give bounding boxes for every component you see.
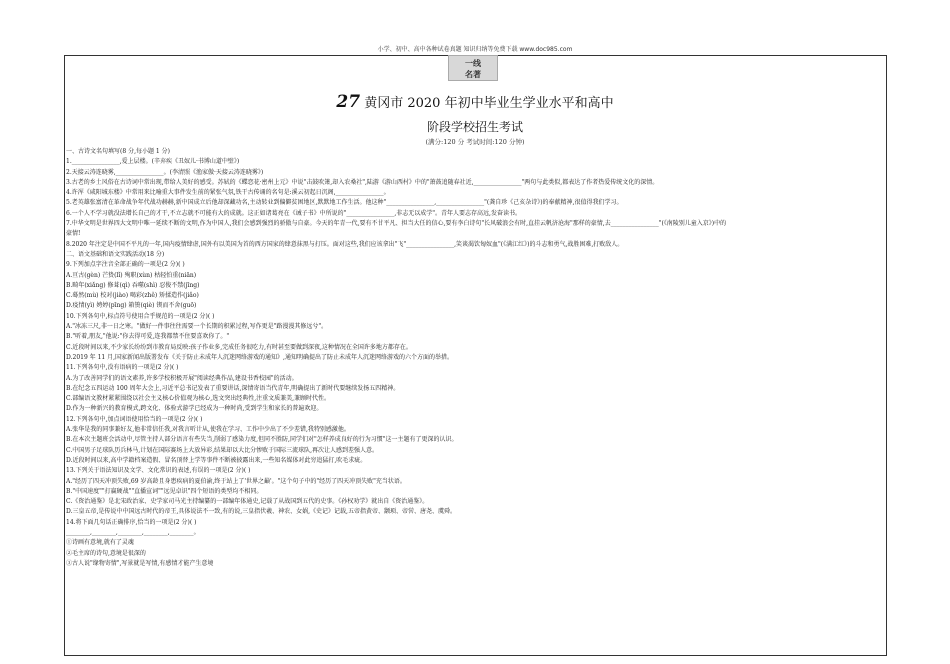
text-line: ③古人说"缘物寄情",写景就是写情,有感情才能产生意境 — [66, 559, 214, 567]
text-line: 11.下列各句中,没有语病的一项是(2 分)( ) — [66, 364, 179, 372]
exam-content — [66, 147, 884, 569]
logo-stamp: 一线 名著 — [448, 55, 498, 81]
text-line: 二、语文基础和语文实践活动(18 分) — [66, 250, 165, 258]
title-line-2: 阶段学校招生考试 — [426, 120, 523, 134]
text-line: D.三皇五帝,是传说中中国远古时代的帝王,具体说法不一致,有的说,三皇指伏羲、神农、女娲,《史记》记载,五帝指黄帝、颛顼、帝喾、唐尧、虞舜。 — [66, 508, 456, 516]
text-line: 13.下列关于语法知识及文学、文化常识的表述,有误的一项是(2 分)( ) — [66, 467, 251, 475]
text-line: B."中国速度""打赢硬战""直播宣词""远见卓识"四个短语的类型均不相同。 — [66, 487, 263, 495]
text-line: 豪情! — [66, 230, 81, 238]
text-line: C.蓦然(mù) 校对(jiào) 喝彩(zhě) 矫揉造作(jiǎo) — [66, 292, 199, 300]
text-line: ②毛主席的诗句,意境是很深的 — [66, 549, 146, 557]
text-line: A.亘古(gèn) 芒贽(lǐ) 殉职(xùn) 枯轻怕重(niān) — [66, 271, 197, 279]
title-line-1: 黄冈市 2020 年初中毕业生学业水平和高中 — [364, 96, 614, 111]
exam-meta: (满分:120 分 考试时间:120 分钟) — [425, 138, 525, 146]
text-line: C.《资治通鉴》是北宋政治家、史学家司马光主持编纂的一部编年体通史,记载了从战国到五代的史事。《孙权劝学》就出自《资治通鉴》。 — [66, 498, 429, 506]
text-line: 14.将下面几句话正确排序,恰当的一项是(2 分)( ) — [66, 518, 197, 526]
text-line: B."听着,朋友,"他说:"你去得可爱,连我都禁不住要喜欢你了。" — [66, 333, 230, 341]
text-line: A.为了改善同学们的语文素养,许多学校积极开展"阅读经典作品,建设书香校园"的活动。 — [66, 374, 298, 382]
text-line: 5.老英雄张富清在革命战争年代战功赫赫,新中国成立后他却深藏功名,主动转业到偏僻贫困地区,默默地工作生活。他这种"________________,________________"(龚自珍《己亥杂诗》)的奉献精神,很值得我们学习。 — [66, 199, 623, 207]
text-line: 7.中华文明是世界四大文明中唯一延续不断的文明,作为中国人,我们会感到强烈的骄傲与自豪。今天的年青一代,要有不甘平凡、担当大任的信心,要有李白诗句"长风破浪会有时,直挂云帆济沧海"那样的豪情,去________________"(《南陵别儿童入京》)中的 — [66, 220, 727, 228]
text-line: D.2019 年 11 月,国家新闻出版署发布《关于防止未成年人沉迷网络游戏的通知》,通知明确提出了防止未成年人沉迷网络游戏的六个方面的举措。 — [66, 353, 453, 361]
text-line: C.中国男子足球队历兵林马,计划在国际赛场上大放异彩,结果却以大比分惨败于国际三流球队,再次让人感到差强人意。 — [66, 446, 379, 454]
text-line: C.近段时间以来,不少家长纷纷到市教育局反映:孩子作业多,完成任务很吃力,有时甚至要做到深夜,这种情况在全国许多地方都存在。 — [66, 343, 412, 351]
text-line: 10.下列各句中,标点符号使用合乎规范的一项是(2 分)( ) — [66, 312, 215, 320]
bottom-rule — [64, 655, 886, 656]
text-line: C.部编语文教材紧紧围绕以社会主义核心价值观为核心,选文突出经典性,注重文质兼美,兼顾时代性。 — [66, 395, 331, 403]
text-line: 6.一个人不学习就没法增长自己的才干,不立志就不可能有大的成就。这正如诸葛亮在《诫子书》中所说的"________________,非志无以成学"。青年人要志存高远,发奋读书。 — [66, 209, 521, 217]
text-line: D.近段时间以来,高中学籍档案造假、冒名顶替上学等事件不断被披露出来,一些知名媒体对此穷追猛打,吹毛求疵。 — [66, 456, 367, 464]
text-line: B.在本次主题班会活动中,尽管主持人部分语言有些失当,削弱了感染力度,但同不胜防,同学们对"怎样养成良好的行为习惯"这一主题有了更深的认识。 — [66, 436, 458, 444]
text-line: A."经历了四天冲顶失败,69 岁高龄且身患疾病的夏伯渝,终于站上了'世界之巅'。"这个句子中的"经历了四天冲顶失败"充当状语。 — [66, 477, 406, 485]
question-number: 27 — [336, 92, 361, 112]
text-line: 一、古诗文名句填写(8 分,每小题 1 分) — [66, 148, 170, 155]
text-line: B.畸年(xiǎng) 修葺(qì) 吞噬(shì) 忍俊不禁(jīng) — [66, 281, 200, 289]
text-line: 12.下列各句中,加点词语使用恰当的一项是(2 分)( ) — [66, 415, 203, 423]
text-line: 4.许浑《咸阳城东楼》中常用来比喻重大事件发生前的紧张气氛,铁干古传诵的名句是:溪云初起日沉阁,________________。 — [66, 189, 390, 197]
text-line: ________,________,________,________,________。 — [66, 528, 200, 536]
text-line: D.作为一种新兴的教育模式,跨文化、体验式游学已经成为一种时尚,受到学生和家长的普遍欢迎。 — [66, 405, 323, 413]
text-line: 1.________________,爱上层楼。(辛弃疾《丑奴儿·书博山道中壁》) — [66, 158, 240, 166]
text-line: A."冰冻三尺,非一日之寒。"做好一件事往往需要一个长期的积累过程,写作更是"路漫漫其修远兮"。 — [66, 323, 328, 331]
text-line: D.疫情(yì) 娉婷(pīng) 箱篑(qiè) 锲而不舍(guō) — [66, 302, 197, 310]
text-line: 3.古老的乡土风俗在古诗词中常出现,带给人美好的感受。苏轼的《蝶恋花·密州上元》中说"击鼓吹箫,却入农桑社",陆游《游山西村》中的"箫鼓追随春社近,________________"两句与此类似,都表达了作者热爱传统文化的深情。 — [66, 178, 659, 186]
text-line: B.在纪念五四运动 100 周年大会上,习近平总书记发表了重要讲话,深情寄语当代青年,明确提出了新时代要继续发扬五四精神。 — [66, 384, 400, 392]
page-title — [0, 92, 950, 112]
text-line: ①诗画有意境,就有了灵魂 — [66, 539, 134, 547]
site-header: 小学、初中、高中各种试卷真题 知识归纳等免费下载 www.doc985.com — [377, 46, 573, 53]
text-line: 9.下列加点字注音全部正确的一项是(2 分)( ) — [66, 261, 185, 269]
text-line: A.张华是我的同事兼好友,他非常信任我,对我言听计从,使我在学习、工作中少出了不少差错,我特别感激他。 — [66, 426, 350, 434]
text-line: 8.2020 年注定是中国不平凡的一年,国内疫情肆虐,国外有以美国为首的西方国家的肆意抹黑与打压。面对这些,我们应该拿出"飞"________________,笑谈渴饮匈奴血"(《满江红》)的斗志和勇气,战胜困难,打败敌人。 — [66, 240, 624, 248]
text-line: 2.天接云涛连晓雾,________________。(李清照《渔家傲·天接云涛连晓雾》) — [66, 168, 264, 176]
